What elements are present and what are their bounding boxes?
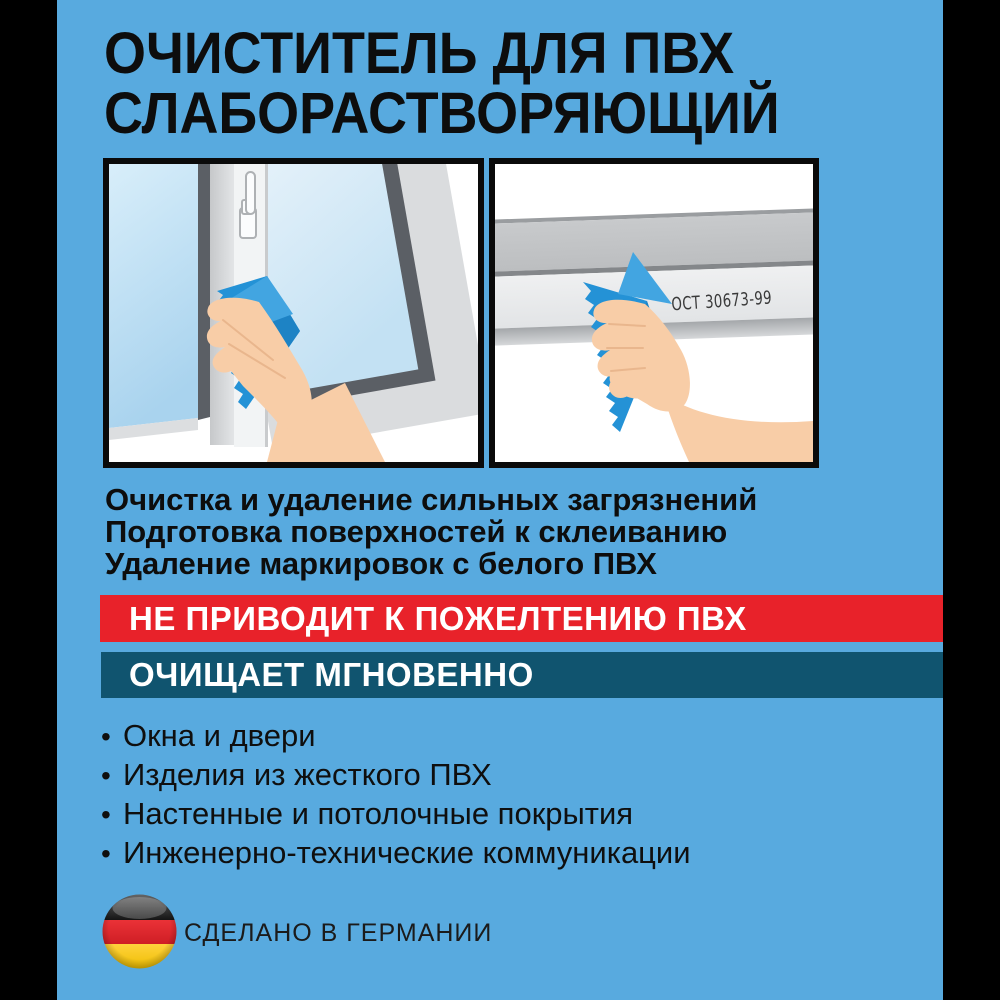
list-item-label: Инженерно-технические коммуникации	[123, 835, 691, 870]
window-cleaning-drawing	[109, 164, 478, 462]
title-line-2: СЛАБОРАСТВОРЯЮЩИЙ	[104, 81, 780, 146]
feature-line: Удаление маркировок с белого ПВХ	[105, 546, 657, 581]
list-item-label: Изделия из жесткого ПВХ	[123, 757, 492, 792]
marking-removal-drawing	[495, 164, 813, 462]
list-item	[101, 755, 691, 794]
illustration-window-cleaning	[103, 158, 484, 468]
germany-flag-icon	[102, 893, 177, 970]
banner-cleans-instantly-text: ОЧИЩАЕТ МГНОВЕННО	[129, 656, 534, 693]
illustration-marking-removal	[489, 158, 819, 468]
list-item-label: Настенные и потолочные покрытия	[123, 796, 634, 831]
list-item	[101, 716, 691, 755]
profile-marking-text: ОСТ 30673-99	[670, 286, 773, 315]
title-line-1: ОЧИСТИТЕЛЬ ДЛЯ ПВХ	[104, 21, 735, 86]
list-item-label: Окна и двери	[123, 718, 316, 753]
list-item	[101, 794, 691, 833]
made-in-germany-label: СДЕЛАНО В ГЕРМАНИИ	[184, 919, 493, 947]
feature-line: Очистка и удаление сильных загрязнений	[105, 482, 758, 517]
bullet-icon: •	[101, 799, 111, 830]
feature-list	[105, 484, 757, 580]
bullet-icon: •	[101, 760, 111, 791]
banner-no-yellowing-text: НЕ ПРИВОДИТ К ПОЖЕЛТЕНИЮ ПВХ	[129, 599, 747, 637]
product-title	[104, 21, 780, 146]
banner-no-yellowing	[100, 595, 943, 642]
list-item	[101, 833, 691, 872]
bullet-icon: •	[101, 721, 111, 752]
applications-list	[101, 716, 691, 872]
left-black-bar	[0, 0, 57, 1000]
bullet-icon: •	[101, 838, 111, 869]
right-black-bar	[943, 0, 1000, 1000]
banner-cleans-instantly	[101, 652, 943, 698]
feature-line: Подготовка поверхностей к склеиванию	[105, 514, 728, 549]
